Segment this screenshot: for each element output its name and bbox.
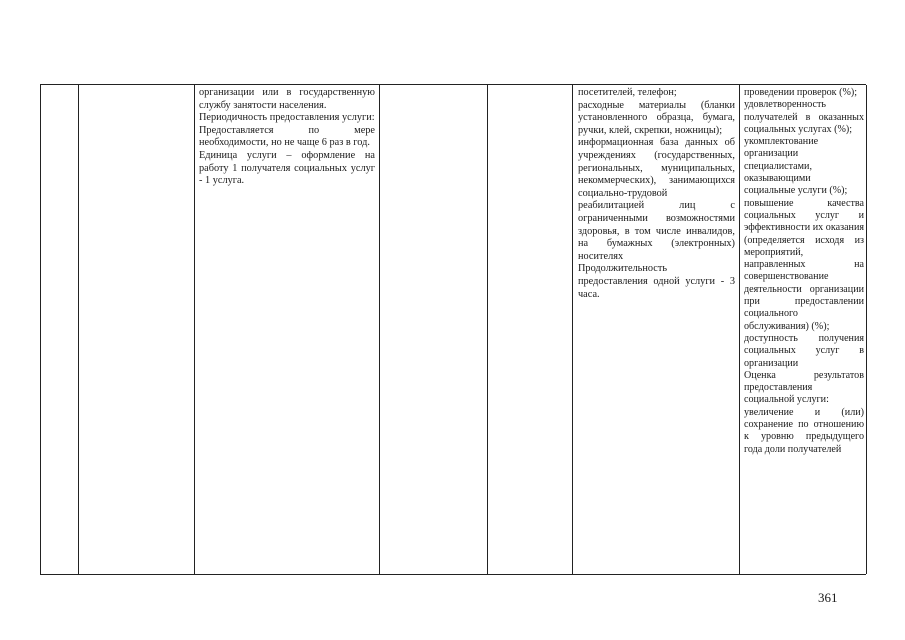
conditions-paragraph: Продолжительность предоставления одной услуги - 3 часа. [578,263,735,300]
table-col-5 [488,85,573,574]
table-col-description [195,85,380,574]
table-col-4 [380,85,488,574]
table-col-service-name [79,85,195,574]
quality-paragraph: доступность получения социальных услуг в организации [744,332,864,369]
conditions-paragraph: расходные материалы (бланки установленного образца, бумага, ручки, клей, скрепки, ножницы); [578,99,735,136]
table-col-conditions [573,85,740,574]
description-paragraph: Периодичность предоставления услуги: [199,112,375,124]
quality-paragraph: повышение качества социальных услуг и эффективности их оказания (определяется исходя из мероприятий, направленных на совершенствование деятельности организации при предоставлении социального обслуживания) (%); [744,197,864,332]
services-table [40,84,866,575]
quality-cell [744,87,864,456]
description-paragraph: организации или в государственную службу занятости населения. [199,87,375,111]
quality-paragraph: укомплектование организации специалистами, оказывающими социальные услуги (%); [744,136,848,197]
quality-paragraph: проведении проверок (%); [744,87,858,98]
conditions-cell [578,87,735,301]
quality-paragraph: увеличение и (или) сохранение по отношению к уровню предыдущего года доли получателей [744,406,864,455]
page-number: 361 [818,590,838,605]
description-paragraph: Единица услуги – оформление на работу 1 получателя социальных услуг - 1 услуга. [199,149,375,187]
description-cell [199,87,375,188]
table-col-number [41,85,79,574]
description-paragraph: Предоставляется по мере необходимости, но не чаще 6 раз в год. [199,124,375,149]
table-col-quality-indicators [740,85,867,574]
quality-paragraph: удовлетворенность получателей в оказанных социальных услугах (%); [744,99,864,135]
quality-paragraph: Оценка результатов предоставления социальной услуги: [744,369,864,406]
conditions-paragraph: посетителей, телефон; [578,87,677,98]
conditions-paragraph: информационная база данных об учреждениях (государственных, региональных, муниципальных, некоммерческих), занимающихся социально-трудовой реабилитацией лиц с ограниченными возможностями здоровья, в том числе инвалидов, на бумажных (электронных) носителях [578,137,735,262]
